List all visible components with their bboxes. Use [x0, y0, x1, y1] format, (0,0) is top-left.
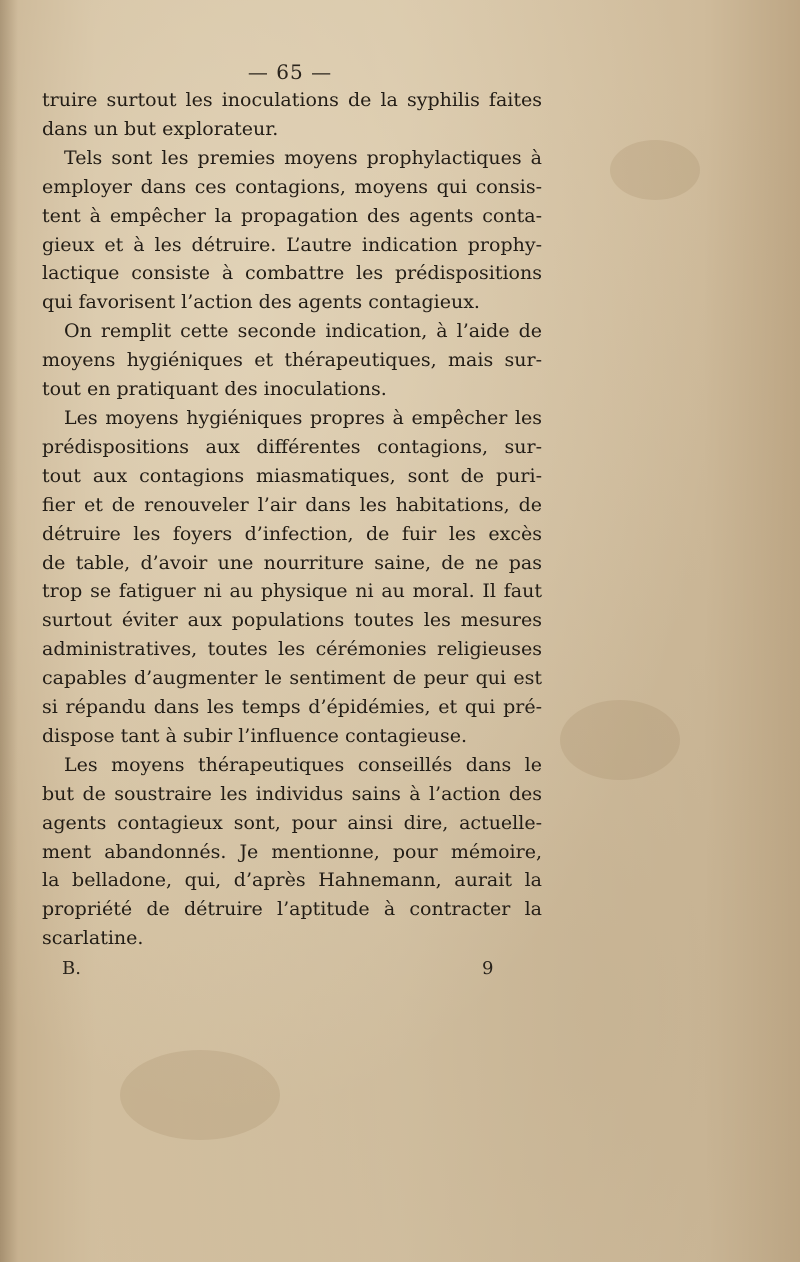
- paragraph: [42, 404, 542, 751]
- text-line: tent à empêcher la propagation des agents conta-: [42, 204, 542, 227]
- text-line: scarlatine.: [42, 927, 144, 950]
- paragraph: [42, 144, 542, 317]
- text-line: but de soustraire les individus sains à l’action des: [42, 782, 542, 805]
- text-line: la belladone, qui, d’après Hahnemann, aurait la: [42, 869, 542, 892]
- text-line: employer dans ces contagions, moyens qui consis-: [42, 175, 542, 198]
- signature-mark: B.: [62, 958, 81, 979]
- paragraph: [42, 751, 542, 953]
- text-line: tout en pratiquant des inoculations.: [42, 378, 387, 401]
- text-line: prédispositions aux différentes contagions, sur-: [42, 435, 542, 458]
- text-line: ment abandonnés. Je mentionne, pour mémoire,: [42, 840, 542, 863]
- paragraph: [42, 86, 542, 144]
- text-line: de table, d’avoir une nourriture saine, de ne pas: [42, 551, 542, 574]
- paper-stain: [610, 140, 700, 200]
- text-line: truire surtout les inoculations de la syphilis faites: [42, 89, 542, 111]
- text-line: Les moyens hygiéniques propres à empêcher les: [64, 406, 542, 429]
- page-number-header: — 65 —: [247, 60, 333, 84]
- text-line: Tels sont les premies moyens prophylactiques à: [64, 146, 542, 169]
- text-line: surtout éviter aux populations toutes les mesures: [42, 609, 542, 632]
- text-line: moyens hygiéniques et thérapeutiques, mais sur-: [42, 349, 542, 372]
- text-line: qui favorisent l’action des agents contagieux.: [42, 291, 480, 314]
- body-text: [42, 86, 542, 953]
- text-line: administratives, toutes les cérémonies religieuses: [42, 638, 542, 661]
- text-line: agents contagieux sont, pour ainsi dire, actuelle-: [42, 811, 542, 834]
- text-line: Les moyens thérapeutiques conseillés dans le: [64, 753, 542, 776]
- text-line: si répandu dans les temps d’épidémies, et qui pré-: [42, 696, 542, 719]
- text-line: fier et de renouveler l’air dans les habitations, de: [42, 493, 542, 516]
- text-line: dans un but explorateur.: [42, 117, 279, 140]
- paragraph: [42, 317, 542, 404]
- text-line: trop se fatiguer ni au physique ni au moral. Il faut: [42, 580, 542, 603]
- sheet-number: 9: [482, 958, 494, 979]
- text-line: dispose tant à subir l’influence contagieuse.: [42, 724, 467, 747]
- text-line: capables d’augmenter le sentiment de peur qui est: [42, 667, 542, 690]
- paper-stain: [120, 1050, 280, 1140]
- text-line: propriété de détruire l’aptitude à contracter la: [42, 898, 542, 921]
- paper-stain: [560, 700, 680, 780]
- text-line: On remplit cette seconde indication, à l’aide de: [64, 320, 542, 343]
- text-line: tout aux contagions miasmatiques, sont de puri-: [42, 464, 542, 487]
- text-line: détruire les foyers d’infection, de fuir les excès: [42, 522, 542, 545]
- page-footer: [0, 958, 800, 988]
- text-line: gieux et à les détruire. L’autre indication prophy-: [42, 233, 542, 256]
- text-line: lactique consiste à combattre les prédispositions: [42, 262, 542, 285]
